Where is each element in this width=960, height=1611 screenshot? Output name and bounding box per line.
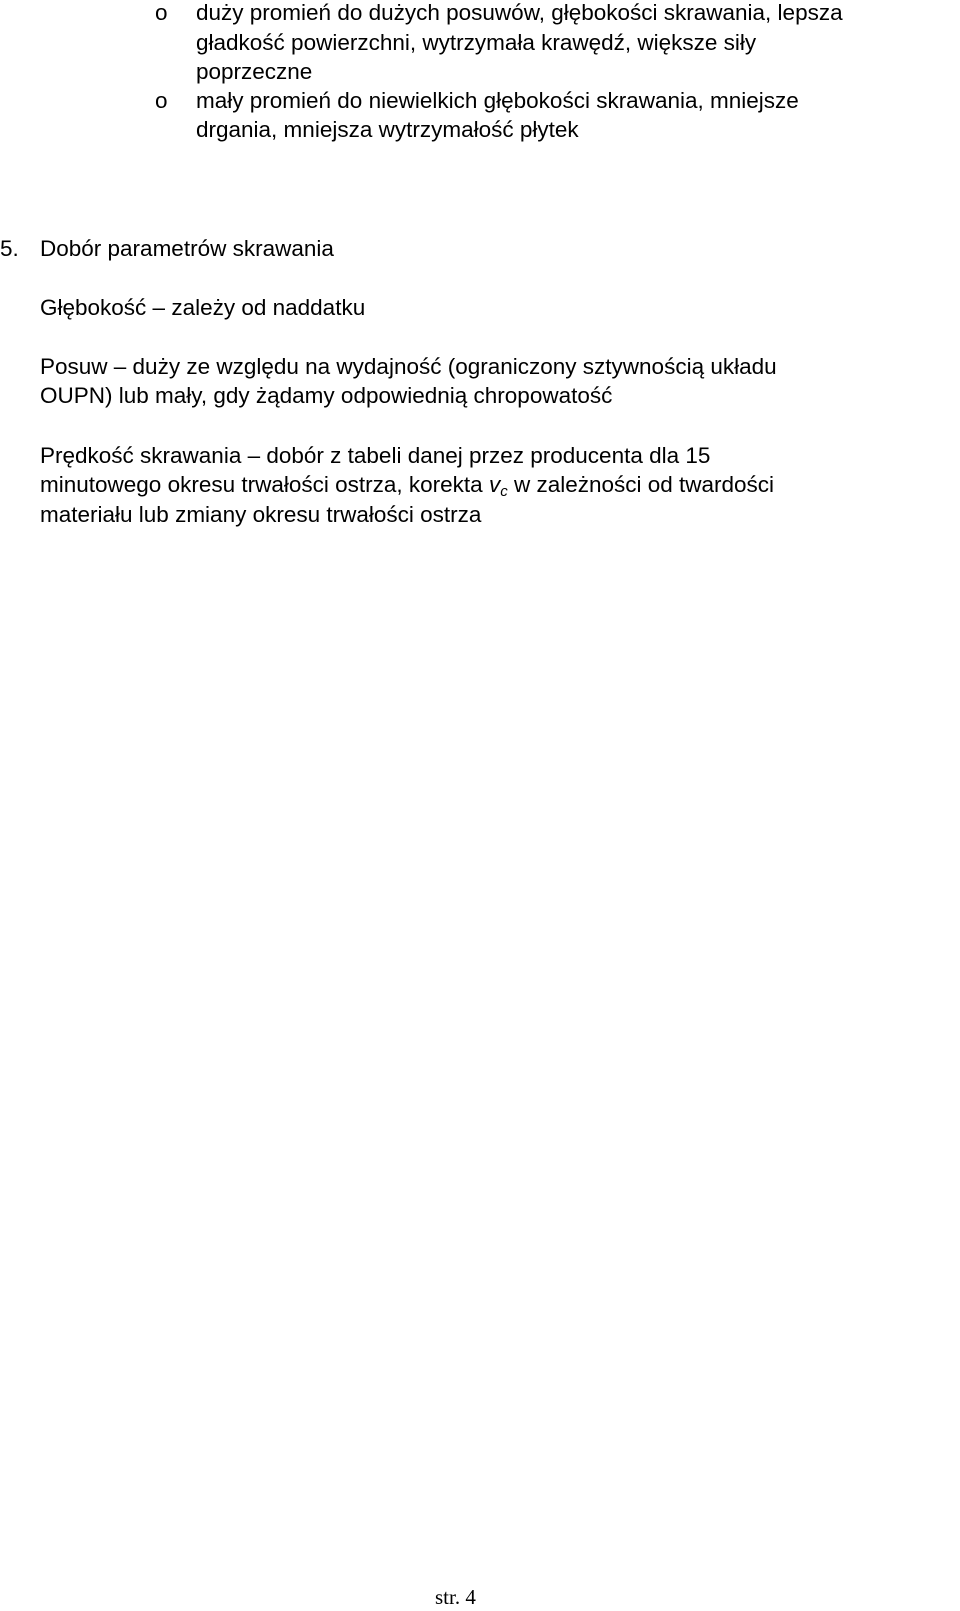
paragraph-feed-line-2: OUPN) lub mały, gdy żądamy odpowiednią chropowatość (40, 383, 613, 408)
bullet-2-line-1: mały promień do niewielkich głębokości skrawania, mniejsze (196, 88, 799, 113)
speed-text-after: w zależności od twardości (507, 472, 775, 497)
speed-symbol (488, 472, 508, 500)
section-title: Dobór parametrów skrawania (40, 236, 334, 261)
paragraph-feed-line-1: Posuw – duży ze względu na wydajność (ograniczony sztywnością układu (40, 354, 777, 379)
paragraph-speed-line-1: Prędkość skrawania – dobór z tabeli danej przez producenta dla 15 (40, 443, 711, 468)
paragraph-depth: Głębokość – zależy od naddatku (40, 295, 366, 320)
section-number: 5. (0, 236, 19, 261)
bullet-marker: o (155, 88, 168, 113)
paragraph-speed-line-3: materiału lub zmiany okresu trwałości ostrza (40, 502, 482, 527)
bullet-marker: o (155, 0, 168, 25)
speed-text-before: minutowego okresu trwałości ostrza, korekta (40, 472, 489, 497)
speed-symbol-subscript: c (500, 483, 508, 500)
bullet-1-line-2: gładkość powierzchni, wytrzymała krawędź, większe siły (196, 30, 757, 55)
bullet-2-line-2: drgania, mniejsza wytrzymałość płytek (196, 117, 579, 142)
bullet-1-line-1: duży promień do dużych posuwów, głębokości skrawania, lepsza (196, 0, 843, 25)
page-number: str. 4 (435, 1585, 476, 1609)
bullet-1-line-3: poprzeczne (196, 59, 313, 84)
speed-symbol-letter: v (488, 472, 501, 497)
paragraph-speed-line-2 (40, 472, 774, 500)
